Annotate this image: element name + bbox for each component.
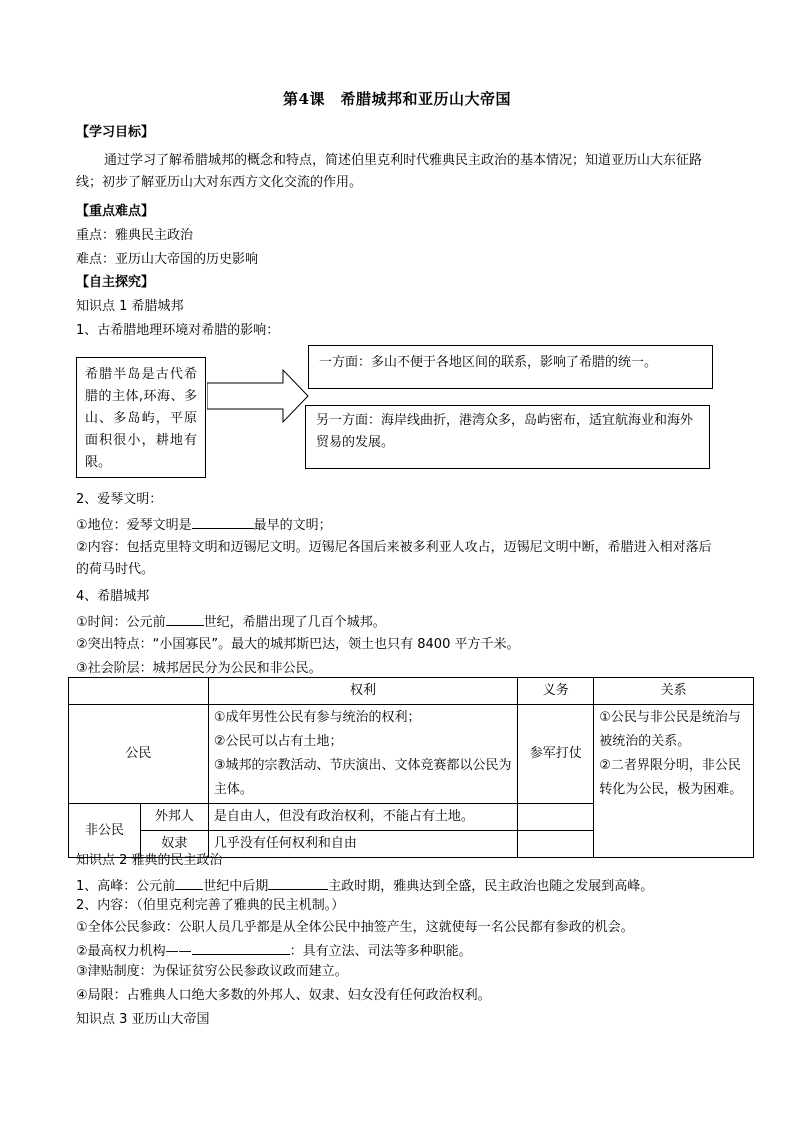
k2-a2-pre: ②最高权力机构—— (76, 944, 192, 959)
fill-blank[interactable] (175, 877, 203, 890)
impact-box-one: 一方面：多山不便于各地区间的联系，影响了希腊的统一。 (308, 345, 713, 389)
empty-cell (518, 831, 594, 858)
k1-title: 知识点 1 希腊城邦 (76, 299, 184, 314)
arrow-right-icon (207, 369, 309, 423)
fill-blank[interactable] (192, 516, 254, 529)
relation-item: ①公民与非公民是统治与被统治的关系。 (599, 710, 741, 749)
k1-q2: 2、爱琴文明： (76, 492, 163, 507)
geography-box: 希腊半岛是古代希腊的主体,环海、多山、多岛屿，平原面积很小，耕地有限。 (76, 357, 206, 478)
k3-title: 知识点 3 亚历山大帝国 (76, 1012, 210, 1027)
empty-cell (518, 804, 594, 831)
foreigner-label: 外邦人 (140, 804, 208, 831)
citizen-right-item: ③城邦的宗教活动、节庆演出、文体竞赛都以公民为主体。 (213, 758, 512, 797)
objectives-text: 通过学习了解希腊城邦的概念和特点，简述伯里克利时代雅典民主政治的基本情况；知道亚历山大东征路线；初步了解亚历山大对东西方文化交流的作用。 (76, 153, 703, 190)
non-citizen-label: 非公民 (69, 804, 141, 858)
k2-a2 (76, 942, 472, 960)
table-row (69, 705, 754, 804)
k1-q2-b: ②内容：包括克里特文明和迈锡尼文明。迈锡尼各国后来被多利亚人攻占，迈锡尼文明中断，希腊进入相对落后的荷马时代。 (76, 540, 712, 577)
k1-q4-b: ②突出特点：“小国寡民”。最大的城邦斯巴达，领土也只有 8400 平方千米。 (76, 637, 520, 652)
fill-blank[interactable] (268, 877, 328, 890)
slave-rights: 几乎没有任何权利和自由 (208, 831, 517, 858)
k2-q1 (76, 877, 653, 895)
page-title: 第4课 希腊城邦和亚历山大帝国 (283, 90, 511, 108)
k2-q1-pre: 1、高峰：公元前 (76, 879, 176, 894)
fill-blank[interactable] (166, 613, 204, 626)
relation-cell (594, 705, 754, 858)
foreigner-rights: 是自由人，但没有政治权利，不能占有土地。 (208, 804, 517, 831)
slave-label: 奴隶 (140, 831, 208, 858)
citizen-rights (208, 705, 517, 804)
focus-text: 重点：雅典民主政治 (76, 228, 194, 243)
citizen-right-item: ①成年男性公民有参与统治的权利； (213, 710, 421, 725)
table-header-cell: 权利 (208, 678, 517, 705)
table-header-cell: 义务 (518, 678, 594, 705)
difficulty-text: 难点：亚历山大帝国的历史影响 (76, 252, 259, 267)
table-header-cell: 关系 (594, 678, 754, 705)
k2-a2-post: ：具有立法、司法等多种职能。 (289, 944, 472, 959)
k2-a3: ③津贴制度：为保证贫穷公民参政议政而建立。 (76, 964, 348, 979)
table-header-cell (69, 678, 209, 705)
fill-blank[interactable] (192, 942, 290, 955)
citizen-right-item: ②公民可以占有土地； (213, 734, 343, 749)
k2-a1: ①全体公民参政：公职人员几乎都是从全体公民中抽签产生，这就使每一名公民都有参政的机会。 (76, 920, 634, 935)
k1-q4: 4、希腊城邦 (76, 589, 150, 604)
relation-item: ②二者界限分明，非公民转化为公民，极为困难。 (599, 758, 743, 797)
key-points-heading: 【重点难点】 (76, 204, 155, 219)
k2-title: 知识点 2 雅典的民主政治 (76, 853, 223, 868)
k1-q1: 1、古希腊地理环境对希腊的影响： (76, 323, 280, 338)
objectives-heading: 【学习目标】 (76, 125, 155, 140)
k1-q2-a-pre: ①地位：爱琴文明是 (76, 518, 192, 533)
k2-q2: 2、内容：（伯里克利完善了雅典的民主机制。） (76, 898, 345, 913)
k2-a4: ④局限：占雅典人口绝大多数的外邦人、奴隶、妇女没有任何政治权利。 (76, 988, 491, 1003)
k2-q1-mid: 世纪中后期 (203, 879, 269, 894)
k1-q4-a (76, 613, 386, 631)
k1-q4-c: ③社会阶层：城邦居民分为公民和非公民。 (76, 661, 322, 676)
impact-box-two: 另一方面：海岸线曲折，港湾众多，岛屿密布，适宜航海业和海外贸易的发展。 (305, 405, 710, 469)
k1-q4-a-post: 世纪，希腊出现了几百个城邦。 (203, 615, 386, 630)
k1-q2-a-post: 最早的文明； (253, 518, 332, 533)
self-study-heading: 【自主探究】 (76, 275, 155, 290)
citizen-label: 公民 (69, 705, 209, 804)
table-header-row (69, 678, 754, 705)
k2-q1-post: 主政时期，雅典达到全盛，民主政治也随之发展到高峰。 (328, 879, 654, 894)
k1-q4-a-pre: ①时间：公元前 (76, 615, 166, 630)
citizen-duty: 参军打仗 (518, 705, 594, 804)
social-class-table (68, 677, 754, 858)
k1-q2-a (76, 516, 332, 534)
